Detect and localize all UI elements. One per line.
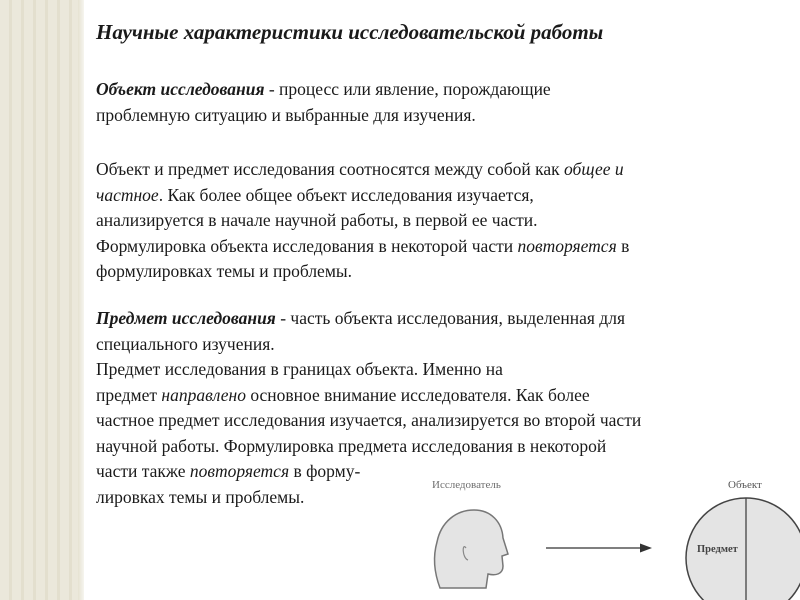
text-run: части также (96, 461, 190, 481)
text-run: . Как более общее объект исследования изучается, (158, 184, 534, 205)
text-run: предмет (96, 384, 162, 405)
object-subject-relation-paragraph (96, 157, 786, 285)
text-line (96, 234, 786, 260)
object-term: Объект исследования (96, 79, 265, 99)
text-run: в форму- (289, 461, 361, 481)
researcher-label: Исследователь (432, 479, 501, 491)
text-line: специального изучения. (96, 333, 275, 354)
text-line (96, 183, 786, 209)
emphasis-text: повторяется (517, 235, 617, 256)
researcher-head-icon (435, 510, 508, 588)
emphasis-text: направлено (161, 384, 246, 405)
text-line: формулировках темы и проблемы. (96, 261, 353, 281)
object-label: Объект (728, 479, 762, 491)
text-line: Предмет исследования в границах объекта. Именно на (96, 359, 503, 379)
text-run: Формулировка объекта исследования в некоторой части (96, 235, 518, 256)
emphasis-text: общее и (564, 159, 624, 179)
text-line: проблемную ситуацию и выбранные для изучения. (96, 104, 476, 125)
subject-term: Предмет исследования (96, 308, 276, 328)
text-line: лировках темы и проблемы. (96, 486, 305, 507)
text-run: основное внимание исследователя. Как более (245, 384, 590, 405)
object-definition-text: - процесс или явление, порождающие (264, 79, 551, 99)
text-line (96, 306, 786, 332)
text-run: в (616, 235, 630, 256)
text-line: анализируется в начале научной работы, в первой ее части. (96, 210, 538, 230)
text-line (96, 77, 786, 103)
object-definition-paragraph (96, 77, 786, 128)
subject-label: Предмет (697, 544, 738, 555)
subject-definition-text: - часть объекта исследования, выделенная для (275, 308, 625, 328)
decorative-side-stripe (0, 0, 84, 600)
page-title: Научные характеристики исследовательской работы (96, 20, 604, 44)
emphasis-text: частное (96, 184, 159, 205)
emphasis-text: повторяется (189, 461, 290, 481)
text-run: Объект и предмет исследования соотносятся между собой как (96, 159, 565, 179)
text-line (96, 157, 786, 183)
text-line: частное предмет исследования изучается, анализируется во второй части (96, 410, 642, 430)
text-line (96, 383, 786, 409)
research-diagram (410, 470, 800, 600)
text-line: научной работы. Формулировка предмета исследования в некоторой (96, 435, 607, 456)
arrow-head-icon (640, 544, 652, 553)
